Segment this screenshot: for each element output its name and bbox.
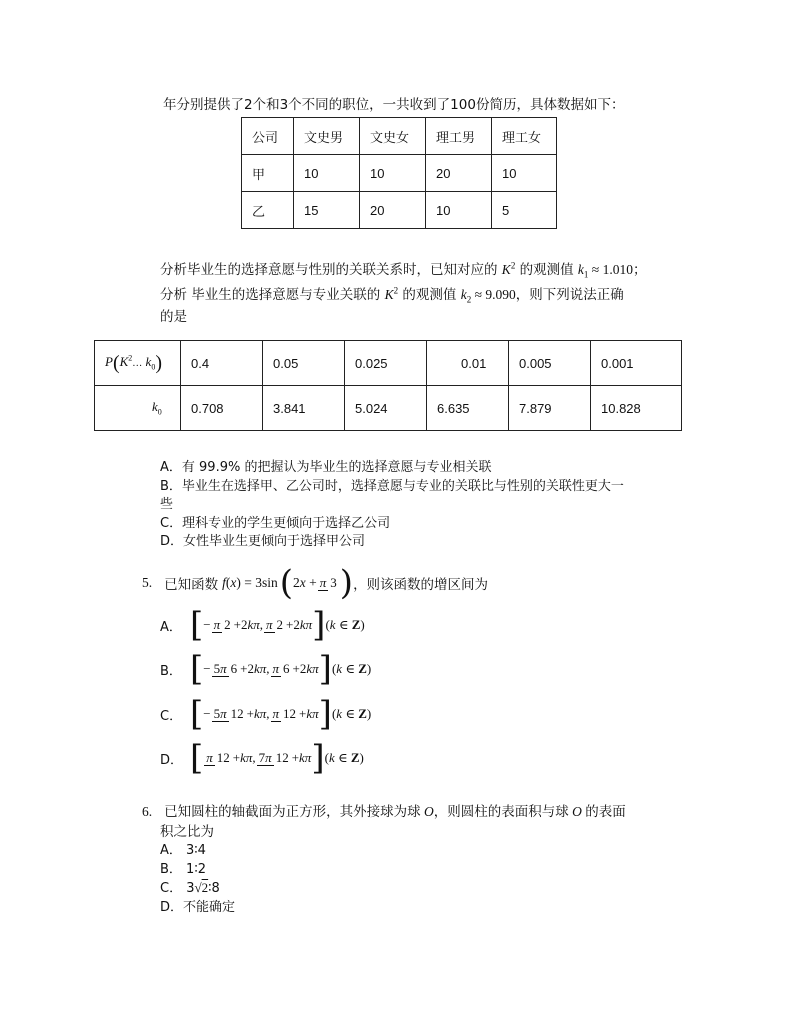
- intro-line: 年分别提供了2个和3个不同的职位，一共收到了100份简历，具体数据如下：: [163, 97, 625, 113]
- q6-number: 6.: [142, 804, 153, 819]
- q6-option-a: A． 3∶4: [160, 843, 206, 858]
- analysis-line-2: 分析 毕业生的选择意愿与专业关联的 $K^2$ 的观测值 $k_2 \approx 9.090$，则下列说法正确: [160, 285, 624, 305]
- table-cell: 20: [360, 192, 426, 229]
- table-cell: 5: [492, 192, 557, 229]
- table-cell: 0.01: [427, 341, 509, 386]
- table-cell: 10.828: [591, 386, 682, 431]
- analysis-line-3: 的是: [160, 309, 187, 325]
- q5-stem: 5. 已知函数 f(x) = 3sin ( 2x + π 3 ) ，则该函数的增区间为: [142, 563, 489, 603]
- q4-option-b: B．毕业生在选择甲、乙公司时，选择意愿与专业的关联比与性别的关联性更大一: [160, 479, 624, 494]
- table-row: [95, 386, 682, 431]
- k1-value: 1.010: [602, 262, 633, 277]
- q5-option-b: B． [ − 5π 6 +2kπ, π 6 +2kπ ] (k ∈ Z): [160, 649, 372, 689]
- table-cell: 0.001: [591, 341, 682, 386]
- table-header-cell: 文史女: [360, 118, 426, 155]
- table-cell: 10: [492, 155, 557, 192]
- table-cell: 10: [360, 155, 426, 192]
- q6-stem-line-2: 积之比为: [160, 824, 214, 840]
- table-header-cell: 理工男: [426, 118, 492, 155]
- table-row: [242, 192, 557, 229]
- table-cell: 7.879: [509, 386, 591, 431]
- table-cell: 6.635: [427, 386, 509, 431]
- table-row: [95, 341, 682, 386]
- k0-header-cell: $k_0$: [95, 386, 181, 431]
- table-cell: 10: [426, 192, 492, 229]
- q6-option-b: B． 1∶2: [160, 862, 206, 877]
- table-cell: 0.005: [509, 341, 591, 386]
- k2-value: 9.090: [485, 287, 516, 302]
- table-cell: 0.025: [345, 341, 427, 386]
- critical-value-table: [94, 340, 682, 431]
- table-cell: 5.024: [345, 386, 427, 431]
- q5-option-c: C． [ − 5π 12 +kπ, π 12 +kπ ] (k ∈ Z): [160, 694, 372, 734]
- sqrt-symbol: √2: [194, 880, 209, 895]
- table-cell: 甲: [242, 155, 294, 192]
- table-header-row: [242, 118, 557, 155]
- q4-option-d: D．女性毕业生更倾向于选择甲公司: [160, 534, 366, 549]
- table-cell: 0.708: [181, 386, 263, 431]
- probability-header-cell: $P(K^2\dots$ $k_0$): [95, 341, 181, 386]
- table-cell: 0.05: [263, 341, 345, 386]
- table-cell: 20: [426, 155, 492, 192]
- application-data-table: [241, 117, 557, 229]
- table-header-cell: 理工女: [492, 118, 557, 155]
- q6-stem-line-1: 6. 已知圆柱的轴截面为正方形，其外接球为球 O，则圆柱的表面积与球 O 的表面: [142, 804, 626, 820]
- analysis-line-1: 分析毕业生的选择意愿与性别的关联关系时，已知对应的 $K^2$ 的观测值 $k_1 \approx 1.010$；: [160, 260, 647, 280]
- table-cell: 0.4: [181, 341, 263, 386]
- q4-option-a: A．有 99.9% 的把握认为毕业生的选择意愿与专业相关联: [160, 460, 492, 475]
- table-header-cell: 公司: [242, 118, 294, 155]
- table-header-cell: 文史男: [294, 118, 360, 155]
- table-cell: 10: [294, 155, 360, 192]
- q6-option-c: C． 3√2∶8: [160, 880, 220, 896]
- table-cell: 乙: [242, 192, 294, 229]
- table-row: [242, 155, 557, 192]
- q5-option-d: D． [ π 12 +kπ, 7π 12 +kπ ] (k ∈ Z): [160, 738, 364, 778]
- q5-number: 5.: [142, 575, 153, 590]
- q6-option-d: D．不能确定: [160, 900, 236, 915]
- q5-option-a: A． [ − π 2 +2kπ, π 2 +2kπ ] (k ∈ Z): [160, 605, 365, 645]
- table-cell: 15: [294, 192, 360, 229]
- q4-option-c: C．理科专业的学生更倾向于选择乙公司: [160, 516, 391, 531]
- table-cell: 3.841: [263, 386, 345, 431]
- q4-option-b-cont: 些: [160, 497, 174, 512]
